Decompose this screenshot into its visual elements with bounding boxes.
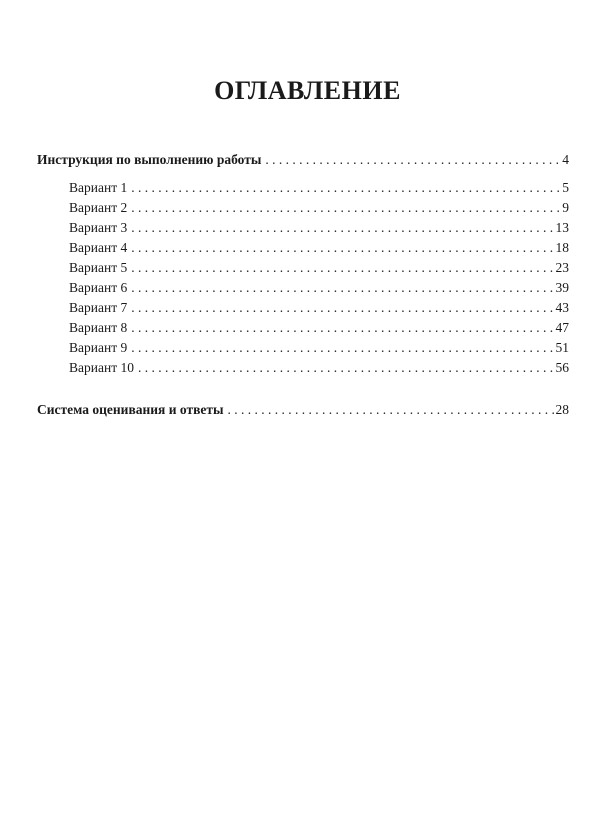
- toc-entry-page: 51: [555, 340, 569, 355]
- toc-entry-page: 5: [562, 180, 569, 195]
- dot-leader: [138, 358, 555, 378]
- toc-entry-variant-8[interactable]: [37, 318, 569, 338]
- dot-leader: [131, 258, 554, 278]
- dot-leader: [131, 338, 554, 358]
- toc-entry-label: Вариант 3: [69, 220, 128, 235]
- toc-entry-page: 39: [555, 280, 569, 295]
- toc-entry-grading[interactable]: [37, 400, 569, 420]
- dot-leader: [131, 318, 554, 338]
- toc-entry-variant-3[interactable]: [37, 218, 569, 238]
- toc-entry-variant-6[interactable]: [37, 278, 569, 298]
- toc-entry-page: 18: [555, 240, 569, 255]
- toc-entry-page: 28: [555, 402, 569, 417]
- dot-leader: [131, 198, 561, 218]
- toc-entry-variant-5[interactable]: [37, 258, 569, 278]
- toc-entry-label: Вариант 5: [69, 260, 128, 275]
- dot-leader: [131, 238, 554, 258]
- dot-leader: [131, 278, 554, 298]
- toc-entry-label: Вариант 8: [69, 320, 128, 335]
- toc-entry-variant-2[interactable]: [37, 198, 569, 218]
- table-of-contents: [37, 150, 569, 420]
- dot-leader: [228, 400, 555, 420]
- toc-entry-variant-7[interactable]: [37, 298, 569, 318]
- toc-entry-label: Вариант 10: [69, 360, 134, 375]
- toc-entry-page: 23: [555, 260, 569, 275]
- toc-entry-label: Вариант 9: [69, 340, 128, 355]
- toc-entry-page: 13: [555, 220, 569, 235]
- page-title: ОГЛАВЛЕНИЕ: [214, 76, 401, 105]
- toc-entry-label: Вариант 2: [69, 200, 128, 215]
- toc-entry-label: Вариант 6: [69, 280, 128, 295]
- variants-list: [37, 178, 569, 378]
- toc-entry-label: Вариант 4: [69, 240, 128, 255]
- toc-entry-variant-4[interactable]: [37, 238, 569, 258]
- toc-entry-variant-9[interactable]: [37, 338, 569, 358]
- toc-entry-page: 56: [555, 360, 569, 375]
- toc-entry-page: 9: [562, 200, 569, 215]
- toc-entry-page: 47: [555, 320, 569, 335]
- toc-entry-label: Вариант 1: [69, 180, 128, 195]
- toc-entry-label: Инструкция по выполнению работы: [37, 152, 262, 167]
- toc-entry-variant-10[interactable]: [37, 358, 569, 378]
- toc-entry-page: 43: [555, 300, 569, 315]
- dot-leader: [131, 178, 561, 198]
- toc-entry-instructions[interactable]: [37, 150, 569, 170]
- toc-entry-page: 4: [562, 152, 569, 167]
- toc-entry-label: Система оценивания и ответы: [37, 402, 224, 417]
- dot-leader: [131, 298, 554, 318]
- toc-entry-variant-1[interactable]: [37, 178, 569, 198]
- toc-entry-label: Вариант 7: [69, 300, 128, 315]
- dot-leader: [131, 218, 554, 238]
- dot-leader: [265, 150, 561, 170]
